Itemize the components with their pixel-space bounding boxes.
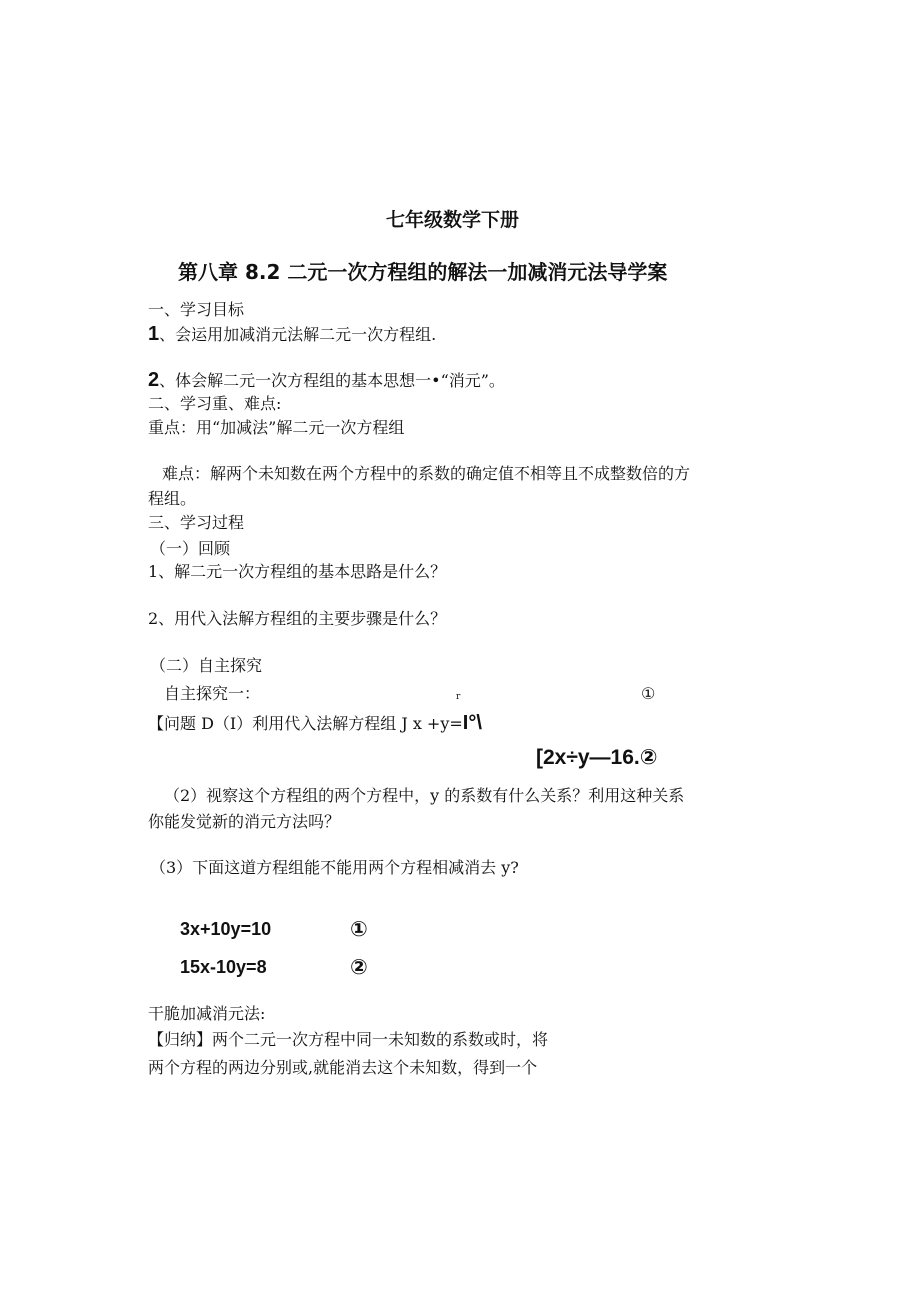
section-heading-process: 三、学习过程 <box>148 513 245 532</box>
tiny-mark: r <box>456 692 461 702</box>
goal-2-text: 、体会解二元一次方程组的基本思想一•“消元”。 <box>159 371 505 390</box>
equation-mark-1: ① <box>641 684 656 703</box>
goal-2-number: 2 <box>148 369 160 391</box>
problem-line <box>148 711 482 735</box>
doc-title: 七年级数学下册 <box>386 209 520 231</box>
explore-label: 自主探究一： <box>164 684 261 703</box>
section-heading-goals: 一、学习目标 <box>148 300 245 319</box>
problem-equation-2: [2x÷y—16.② <box>536 746 658 769</box>
goal-1-text: 、会运用加减消元法解二元一次方程组. <box>159 325 437 344</box>
goal-1-number: 1 <box>148 323 160 345</box>
system-equation-2: 15x-10y=8 <box>180 957 267 977</box>
question-2-line-2: 你能发觉新的消元方法吗？ <box>148 812 341 831</box>
problem-eq1-tail: I°\ <box>462 712 482 734</box>
key-point: 重点：用“加减法”解二元一次方程组 <box>148 418 405 437</box>
goal-2 <box>148 368 505 392</box>
summary-line-1: 【归纳】两个二元一次方程中同一未知数的系数或时，将 <box>148 1030 549 1049</box>
problem-prefix: 【问题 D（I）利用代入法解方程组 J x +y= <box>148 714 463 733</box>
doc-subtitle: 第八章 8.2 二元一次方程组的解法一加减消元法导学案 <box>178 260 668 284</box>
difficult-point-line-1: 难点：解两个未知数在两个方程中的系数的确定值不相等且不成整数倍的方 <box>162 464 691 483</box>
section-heading-key-points: 二、学习重、难点: <box>148 394 282 413</box>
question-2-line-1: （2）视察这个方程组的两个方程中，y 的系数有什么关系？利用这种关系 <box>164 786 685 805</box>
system-equation-2-mark: ② <box>350 956 368 979</box>
part-heading-review: （一）回顾 <box>150 539 231 558</box>
question-3: （3）下面这道方程组能不能用两个方程相减消去 y? <box>150 858 519 877</box>
difficult-point-line-2: 程组。 <box>148 489 197 508</box>
review-question-2: 2、用代入法解方程组的主要步骤是什么？ <box>148 609 447 628</box>
summary-line-2: 两个方程的两边分别或,就能消去这个未知数，得到一个 <box>148 1058 538 1077</box>
system-equation-1-mark: ① <box>350 918 368 941</box>
method-label: 干脆加减消元法: <box>148 1004 266 1023</box>
part-heading-explore: （二）自主探究 <box>150 656 263 675</box>
system-equation-1: 3x+10y=10 <box>180 919 272 939</box>
goal-1 <box>148 322 436 346</box>
review-question-1: 1、解二元一次方程组的基本思路是什么？ <box>148 562 447 581</box>
